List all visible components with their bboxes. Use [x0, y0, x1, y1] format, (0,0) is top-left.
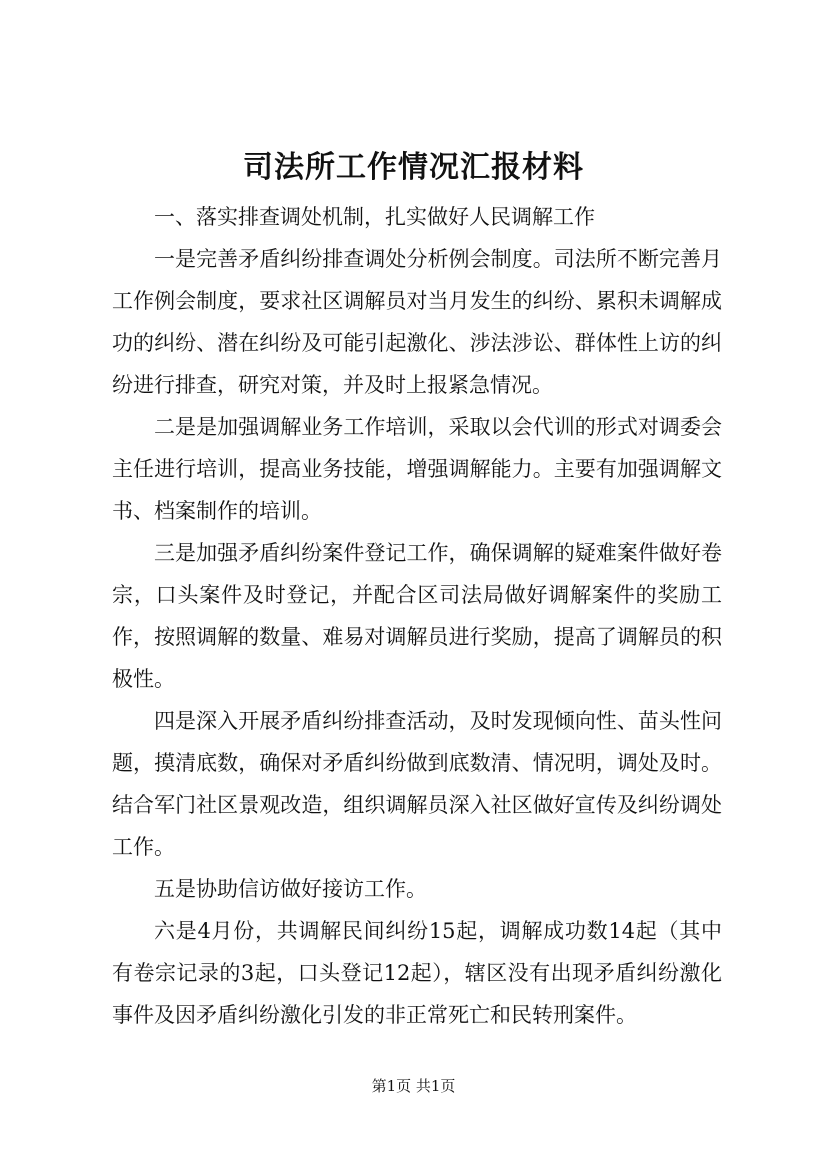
paragraph: 二是是加强调解业务工作培训，采取以会代训的形式对调委会主任进行培训，提高业务技能，增强调解能力。主要有加强调解文书、档案制作的培训。: [112, 415, 722, 523]
document-title: 司法所工作情况汇报材料: [243, 150, 584, 185]
paragraph: 三是加强矛盾纠纷案件登记工作，确保调解的疑难案件做好卷宗，口头案件及时登记，并配合区司法局做好调解案件的奖励工作，按照调解的数量、难易对调解员进行奖励，提高了调解员的积极性。: [112, 541, 722, 691]
document-body: [112, 196, 722, 1036]
paragraph: 一是完善矛盾纠纷排查调处分析例会制度。司法所不断完善月工作例会制度，要求社区调解员对当月发生的纠纷、累积未调解成功的纠纷、潜在纠纷及可能引起激化、涉法涉讼、群体性上访的纠纷进行排查，研究对策，并及时上报紧急情况。: [112, 247, 722, 397]
section-heading: 一、落实排查调处机制，扎实做好人民调解工作: [154, 205, 595, 229]
page-footer: 第1页 共1页: [371, 1077, 456, 1095]
paragraph: 五是协助信访做好接访工作。: [154, 877, 427, 901]
paragraph: 六是4月份，共调解民间纠纷15起，调解成功数14起（其中有卷宗记录的3起，口头登记12起），辖区没有出现矛盾纠纷激化事件及因矛盾纠纷激化引发的非正常死亡和民转刑案件。: [112, 919, 722, 1027]
paragraph: 四是深入开展矛盾纠纷排查活动，及时发现倾向性、苗头性问题，摸清底数，确保对矛盾纠纷做到底数清、情况明，调处及时。结合军门社区景观改造，组织调解员深入社区做好宣传及纠纷调处工作。: [112, 709, 722, 859]
